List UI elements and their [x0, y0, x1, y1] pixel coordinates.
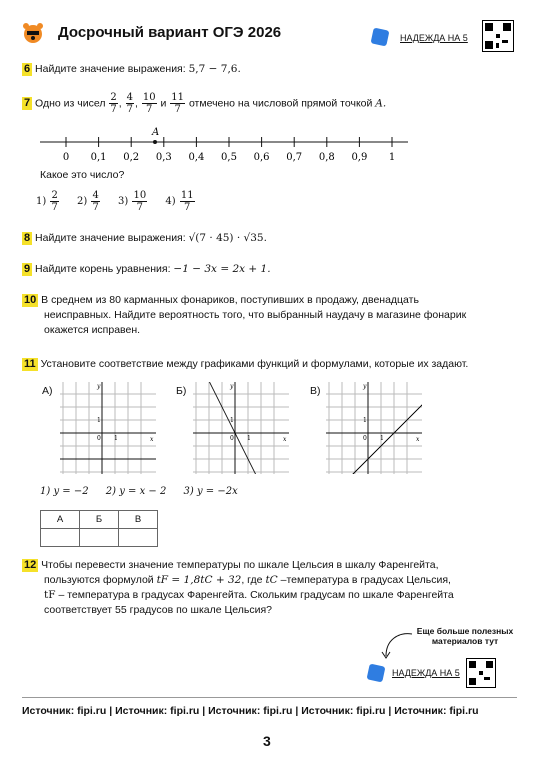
- x-tick-one: 1: [380, 435, 384, 442]
- source-link[interactable]: Источник: fipi.ru: [394, 705, 479, 717]
- answer-header-a: А: [41, 511, 80, 529]
- promo-text: [410, 626, 520, 646]
- qr-code-icon[interactable]: [466, 658, 496, 688]
- question-text-line: Чтобы перевести значение температуры по шкале Цельсия в шкалу Фаренгейта,: [41, 559, 439, 571]
- question-9: [22, 262, 271, 277]
- origin-label: 0: [230, 435, 234, 442]
- answer-header-b: Б: [80, 511, 119, 529]
- graph-v: [326, 382, 422, 474]
- question-text: Найдите корень уравнения:: [35, 263, 171, 275]
- answer-header-v: В: [119, 511, 158, 529]
- question-text: Найдите значение выражения:: [35, 232, 186, 244]
- x-axis-label: x: [283, 436, 287, 443]
- number-line-tick-label: 0,2: [123, 152, 140, 163]
- fraction: $\frac{11}{7}$: [171, 92, 185, 115]
- point-a-marker: [153, 140, 157, 144]
- answer-cell-v[interactable]: [119, 529, 158, 547]
- graph-label-b: Б): [176, 385, 187, 397]
- page-title: Досрочный вариант ОГЭ 2026: [58, 24, 282, 41]
- question-text-line: неисправных. Найдите вероятность того, что выбранный наудачу в магазине фонарик: [44, 309, 467, 321]
- point-a-label: A: [152, 127, 160, 138]
- question-expression: √(7 · 45) · √35.: [188, 232, 267, 244]
- question-number: 12: [24, 559, 37, 571]
- brand-link[interactable]: НАДЕЖДА НА 5: [400, 33, 468, 43]
- origin-label: 0: [363, 435, 367, 442]
- answer-options: [36, 190, 196, 213]
- promo-line: материалов тут: [431, 636, 499, 646]
- answer-cell-b[interactable]: [80, 529, 119, 547]
- question-number: 7: [24, 97, 31, 110]
- promo-line: Еще больше полезных: [416, 626, 514, 636]
- option-2[interactable]: 2) $\frac{4}{7}$: [77, 190, 99, 213]
- fraction: $\frac{4}{7}$: [126, 92, 133, 115]
- x-tick-one: 1: [114, 435, 118, 442]
- y-tick-one: 1: [97, 417, 101, 424]
- question-text-line: – температура в градусах Фаренгейта. Скольким градусам по шкале Фаренгейта: [58, 589, 454, 601]
- answer-table: [40, 510, 158, 547]
- number-line-tick-label: 0,4: [188, 152, 205, 163]
- question-number: 11: [24, 358, 36, 370]
- question-12: [22, 558, 527, 618]
- number-line-tick-label: 0,7: [286, 152, 303, 163]
- question-text-line: В среднем из 80 карманных фонариков, поступивших в продажу, двенадцать: [41, 294, 419, 306]
- y-axis-label: y: [363, 383, 367, 390]
- fraction: $\frac{2}{7}$: [110, 92, 117, 115]
- brand-link[interactable]: НАДЕЖДА НА 5: [392, 668, 460, 678]
- question-text-fragment: –температура в градусах Цельсия,: [280, 574, 451, 586]
- graph-b: [193, 382, 289, 474]
- question-7-prompt: Какое это число?: [40, 169, 125, 181]
- formula-options: [40, 486, 238, 497]
- number-line-tick-label: 0,1: [90, 152, 107, 163]
- option-1[interactable]: 1) $\frac{2}{7}$: [36, 190, 58, 213]
- question-expression: −1 − 3x = 2x + 1.: [173, 263, 271, 275]
- formula-2: 2) y = x − 2: [105, 486, 167, 497]
- source-link[interactable]: Источник: fipi.ru: [208, 705, 293, 717]
- question-text-fragment: пользуются формулой: [44, 574, 154, 586]
- arrow-icon: [378, 628, 414, 662]
- brand-cube-icon: [371, 28, 390, 47]
- point-name: A.: [375, 97, 387, 110]
- question-number: 8: [24, 232, 31, 244]
- source-link[interactable]: Источник: fipi.ru: [22, 705, 107, 717]
- number-line-tick-label: 0: [62, 152, 70, 163]
- number-line-tick-label: 0,6: [253, 152, 270, 163]
- x-tick-one: 1: [247, 435, 251, 442]
- variable-tf: tF: [44, 589, 56, 601]
- question-8: [22, 231, 267, 246]
- conjunction: и: [160, 97, 167, 110]
- number-line-tick-label: 0,3: [155, 152, 172, 163]
- answer-cell-a[interactable]: [41, 529, 80, 547]
- bear-logo-icon: [22, 22, 44, 44]
- question-text: отмечено на числовой прямой точкой: [188, 97, 373, 110]
- graph-label-v: В): [310, 385, 321, 397]
- option-4[interactable]: 4) $\frac{11}{7}$: [165, 190, 194, 213]
- option-3[interactable]: 3) $\frac{10}{7}$: [118, 190, 147, 213]
- number-line: [40, 122, 410, 166]
- graph-a: [60, 382, 156, 474]
- number-line-tick-label: 1: [388, 152, 396, 163]
- number-line-tick-label: 0,8: [318, 152, 335, 163]
- question-number: 6: [24, 63, 31, 75]
- brand-cube-icon: [367, 664, 386, 683]
- question-7: 7 Одно из чисел $\frac{2}{7}$ , $\frac{4}{7}$ , $\frac{10}{7}$ и $\frac{11}{7}$ отмечено на числовой прямой точкой A.: [24, 92, 387, 115]
- question-10: [22, 293, 522, 338]
- y-tick-one: 1: [363, 417, 367, 424]
- fraction: $\frac{10}{7}$: [142, 92, 156, 115]
- number-line-tick-label: 0,5: [221, 152, 237, 163]
- number-line-tick-label: 0,9: [351, 152, 368, 163]
- question-number: 9: [24, 263, 31, 275]
- x-axis-label: x: [150, 436, 154, 443]
- graph-label-a: А): [42, 385, 53, 397]
- question-text: Установите соответствие между графиками функций и формулами, которые их задают.: [40, 358, 469, 370]
- question-number: 10: [24, 294, 37, 306]
- page-number: 3: [263, 733, 271, 749]
- question-text-line: соответствует 55 градусов по шкале Цельсия?: [44, 604, 273, 616]
- formula: tF = 1,8tC + 32: [156, 574, 242, 586]
- y-axis-label: y: [97, 383, 101, 390]
- question-text: Найдите значение выражения:: [35, 63, 186, 75]
- footer-divider: [22, 697, 517, 698]
- footer-sources: Источник: fipi.ru | Источник: fipi.ru | Источник: fipi.ru | Источник: fipi.ru | Источник: fipi.ru: [22, 705, 479, 717]
- question-text-fragment: , где: [241, 574, 263, 586]
- source-link[interactable]: Источник: fipi.ru: [115, 705, 200, 717]
- formula-1: 1) y = −2: [40, 486, 89, 497]
- function-graph-line: [326, 405, 422, 474]
- variable-tc: tC: [265, 574, 278, 586]
- qr-code-icon[interactable]: [482, 20, 514, 52]
- question-expression: 5,7 − 7,6.: [188, 63, 241, 75]
- x-axis-label: x: [416, 436, 420, 443]
- source-link[interactable]: Источник: fipi.ru: [301, 705, 386, 717]
- question-11: [22, 357, 532, 372]
- function-graph-line: [193, 382, 289, 474]
- origin-label: 0: [97, 435, 101, 442]
- question-text: Одно из чисел: [35, 97, 106, 110]
- formula-3: 3) y = −2x: [183, 486, 238, 497]
- y-axis-label: y: [230, 383, 234, 390]
- question-6: [22, 62, 241, 77]
- y-tick-one: 1: [230, 417, 234, 424]
- question-text-line: окажется исправен.: [44, 324, 141, 336]
